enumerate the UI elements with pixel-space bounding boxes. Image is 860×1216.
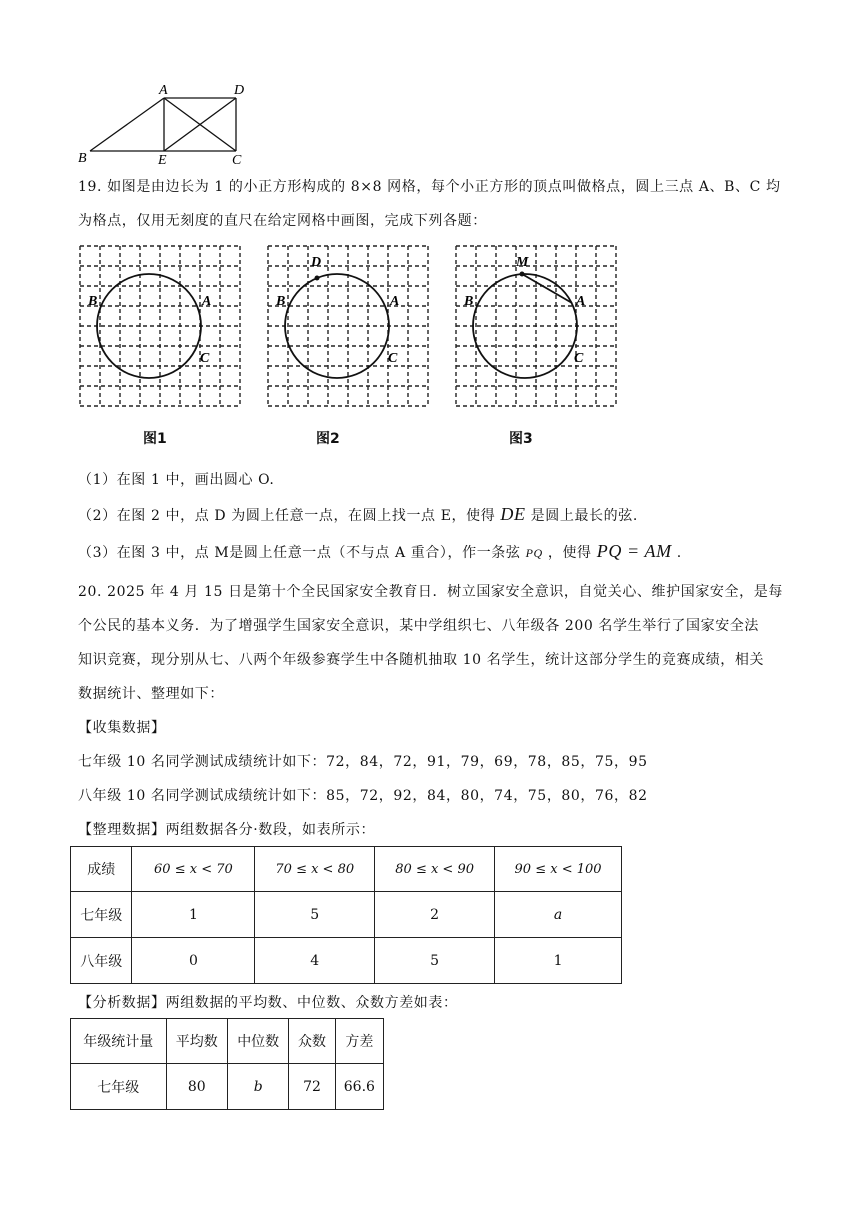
fig2-label-c: C bbox=[388, 351, 398, 366]
table1-header-cell: 成绩 bbox=[71, 847, 132, 892]
q20-line2: 个公民的基本义务．为了增强学生国家安全意识，某中学组织七、八年级各 200 名学生举行了国家安全法 bbox=[78, 618, 760, 634]
q19-line1: 19. 如图是由边长为 1 的小正方形构成的 8×8 网格，每个小正方形的顶点叫做格点，圆上三点 A、B、C 均 bbox=[78, 179, 781, 195]
table1-cell: 0 bbox=[132, 938, 255, 984]
fig3-label-m: M bbox=[516, 255, 529, 270]
fig3-caption: 图3 bbox=[509, 431, 533, 447]
q19-sub2 bbox=[78, 504, 638, 526]
table2-row bbox=[71, 1064, 384, 1110]
fig1-label-a: A bbox=[202, 294, 212, 309]
q19-sub3-equation: PQ = AM bbox=[596, 541, 672, 561]
fig1-caption: 图1 bbox=[143, 431, 167, 447]
table2-cell: 80 bbox=[166, 1064, 227, 1110]
grid-figure-1 bbox=[78, 242, 244, 412]
fig1-label-c: C bbox=[200, 351, 210, 366]
q19-sub3-chord-pq: PQ bbox=[525, 546, 543, 560]
table1-cell: 5 bbox=[255, 892, 375, 938]
analyze-title: 【分析数据】两组数据的平均数、中位数、众数方差如表： bbox=[78, 995, 458, 1011]
table1-cell: 八年级 bbox=[71, 938, 132, 984]
label-a: A bbox=[159, 83, 168, 98]
table1-cell: 5 bbox=[375, 938, 495, 984]
table2-header-cell: 方差 bbox=[335, 1019, 383, 1064]
fig3-label-c: C bbox=[574, 351, 584, 366]
q19-sub3 bbox=[78, 541, 682, 563]
table2-cell: 七年级 bbox=[71, 1064, 167, 1110]
fig2-label-a: A bbox=[390, 294, 400, 309]
grid-figure-2 bbox=[266, 242, 432, 412]
table1-cell: a bbox=[495, 892, 622, 938]
fig1-label-b: B bbox=[88, 294, 98, 309]
table2-cell: b bbox=[228, 1064, 289, 1110]
table1-header-cell: 60 ≤ x < 70 bbox=[132, 847, 255, 892]
label-c: C bbox=[232, 153, 242, 166]
collect-title: 【收集数据】 bbox=[78, 720, 166, 736]
q19-sub2-text-b: 是圆上最长的弦. bbox=[530, 508, 638, 524]
table2-header-cell: 年级统计量 bbox=[71, 1019, 167, 1064]
parallelogram-figure bbox=[76, 80, 256, 166]
label-e: E bbox=[158, 153, 167, 166]
table1-cell: 七年级 bbox=[71, 892, 132, 938]
table2-header-cell: 平均数 bbox=[166, 1019, 227, 1064]
q19-sub2-chord-de: DE bbox=[500, 504, 526, 524]
fig2-caption: 图2 bbox=[316, 431, 340, 447]
label-d: D bbox=[234, 83, 245, 98]
table1-header-cell: 90 ≤ x < 100 bbox=[495, 847, 622, 892]
table1-row bbox=[71, 938, 622, 984]
table2-header-cell: 众数 bbox=[289, 1019, 335, 1064]
q20-line1: 20. 2025 年 4 月 15 日是第十个全民国家安全教育日．树立国家安全意识，自觉关心、维护国家安全，是每 bbox=[78, 584, 783, 600]
q19-sub3-text-a: （3）在图 3 中，点 M是圆上任意一点（不与点 A 重合），作一条弦 bbox=[78, 545, 521, 561]
table1-cell: 1 bbox=[495, 938, 622, 984]
table1-header-row bbox=[71, 847, 622, 892]
fig3-label-b: B bbox=[464, 294, 474, 309]
q20-line4: 数据统计、整理如下： bbox=[78, 686, 224, 702]
table2-cell: 66.6 bbox=[335, 1064, 383, 1110]
table2-cell: 72 bbox=[289, 1064, 335, 1110]
grid-figure-3 bbox=[454, 242, 620, 412]
q19-line2: 为格点，仅用无刻度的直尺在给定网格中画图，完成下列各题： bbox=[78, 213, 487, 229]
q19-sub3-text-c: . bbox=[676, 545, 682, 561]
table2-header-row bbox=[71, 1019, 384, 1064]
table1-cell: 1 bbox=[132, 892, 255, 938]
q19-sub1: （1）在图 1 中，画出圆心 O. bbox=[78, 472, 275, 488]
table2-header-cell: 中位数 bbox=[228, 1019, 289, 1064]
table1-row bbox=[71, 892, 622, 938]
label-b: B bbox=[78, 151, 87, 166]
score-distribution-table bbox=[70, 846, 622, 984]
table1-header-cell: 80 ≤ x < 90 bbox=[375, 847, 495, 892]
grade8-data: 八年级 10 名同学测试成绩统计如下：85，72，92，84，80，74，75，80，76，82 bbox=[78, 788, 648, 804]
statistics-table bbox=[70, 1018, 384, 1110]
q19-sub2-text-a: （2）在图 2 中，点 D 为圆上任意一点，在圆上找一点 E，使得 bbox=[78, 508, 496, 524]
q20-line3: 知识竞赛，现分别从七、八两个年级参赛学生中各随机抽取 10 名学生，统计这部分学生的竞赛成绩，相关 bbox=[78, 652, 765, 668]
fig2-label-b: B bbox=[276, 294, 286, 309]
fig2-label-d: D bbox=[311, 255, 322, 270]
table1-cell: 4 bbox=[255, 938, 375, 984]
table1-cell: 2 bbox=[375, 892, 495, 938]
fig3-label-a: A bbox=[576, 294, 586, 309]
table1-header-cell: 70 ≤ x < 80 bbox=[255, 847, 375, 892]
q19-sub3-text-b: ，使得 bbox=[547, 545, 592, 561]
organize-title: 【整理数据】两组数据各分·数段，如表所示： bbox=[78, 822, 376, 838]
grade7-data: 七年级 10 名同学测试成绩统计如下：72，84，72，91，79，69，78，85，75，95 bbox=[78, 754, 648, 770]
